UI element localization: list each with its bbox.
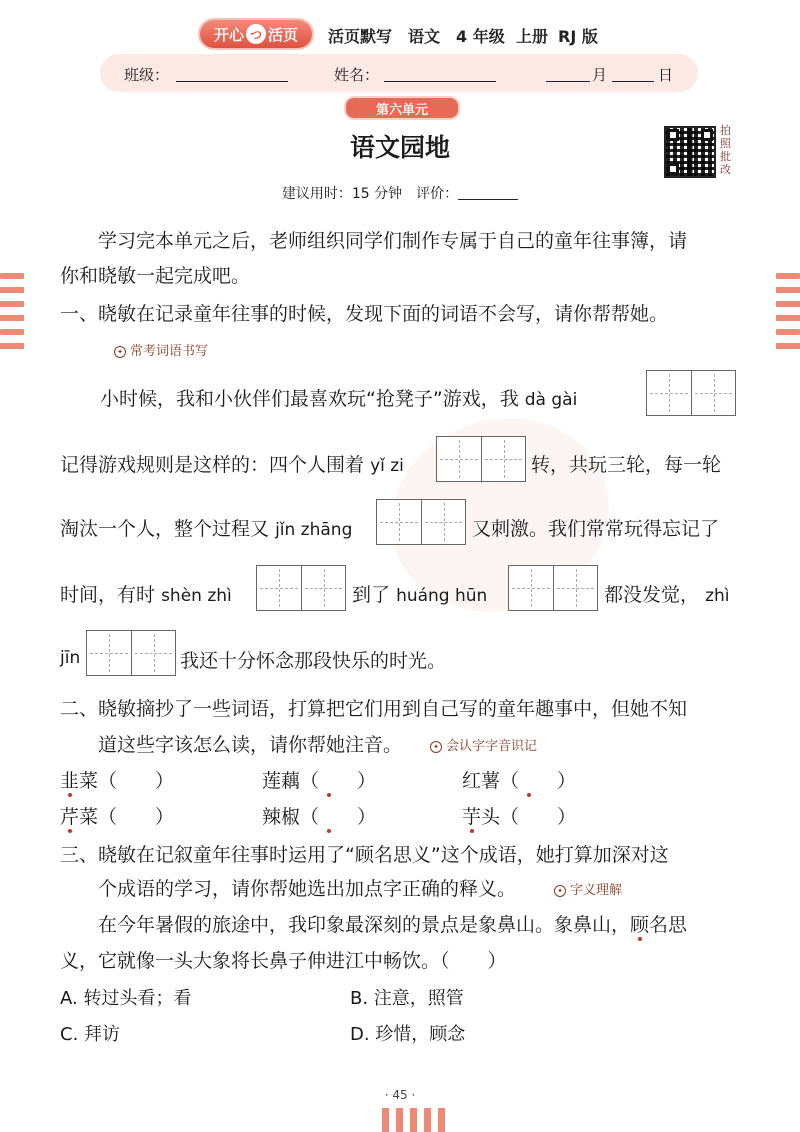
question-3-heading-2: 个成语的学习，请你帮她选出加点字正确的释义。 [98, 878, 517, 900]
question-3-heading-1: 三、晓敏在记叙童年往事时运用了“顾名思义”这个成语，她打算加深对这 [60, 844, 669, 866]
q1-line-3: 淘汰一个人，整个过程又 jǐn zhāng [60, 518, 353, 540]
q3-passage-2: 义，它就像一头大象将长鼻子伸进江中畅饮。（ ） [60, 950, 507, 972]
q1-line-3-end: 又刺激。我们常常玩得忘记了 [472, 518, 720, 540]
q1-line-4: 时间，有时 shèn zhì [60, 584, 232, 606]
page-title: 语文园地 [349, 133, 450, 162]
term: 上册 [516, 27, 549, 46]
question-1-heading: 一、晓敏在记录童年往事的时候，发现下面的词语不会写，请你帮帮她。 [60, 303, 669, 325]
evaluation-field[interactable] [458, 199, 518, 200]
class-field[interactable] [176, 81, 288, 82]
month-field[interactable] [546, 81, 590, 82]
brand-swirl-icon: つ [246, 24, 266, 44]
month-label: 月 [592, 66, 608, 84]
page-number: · 45 · [384, 1088, 416, 1102]
series-name: 活页默写 [328, 27, 393, 46]
pinyin-jin-zhang: jǐn zhāng [275, 520, 353, 540]
q3-passage-1: 在今年暑假的旅途中，我印象最深刻的景点是象鼻山。象鼻山，顾名思 [98, 914, 688, 936]
word-la-jiao[interactable]: 辣椒（ ） [262, 806, 377, 828]
option-b[interactable]: B. 注意，照管 [350, 988, 464, 1009]
pinyin-jin: jīn [60, 648, 81, 668]
option-d[interactable]: D. 珍惜，顾念 [350, 1024, 466, 1045]
word-hong-shu[interactable]: 红薯（ ） [462, 770, 577, 792]
word-jiu-cai[interactable]: 韭菜（ ） [60, 770, 175, 792]
day-field[interactable] [612, 81, 654, 82]
writing-grid-zhi-jin[interactable] [86, 630, 176, 676]
left-decoration [0, 273, 24, 357]
q1-line-2-end: 转，共玩三轮，每一轮 [531, 454, 722, 476]
right-decoration [776, 273, 800, 357]
subject: 语文 [408, 27, 441, 46]
q1-line-1: 小时候，我和小伙伴们最喜欢玩“抢凳子”游戏，我 dà gài [100, 388, 578, 410]
word-qin-cai[interactable]: 芹菜（ ） [60, 806, 175, 828]
qr-code-icon[interactable] [664, 126, 716, 178]
writing-grid-shen-zhi[interactable] [256, 565, 346, 611]
question-2-tag: ✦ 会认字字音识记 [430, 735, 537, 754]
question-1-tag: ✦ 常考词语书写 [114, 340, 208, 359]
pinyin-huang-hun: huáng hūn [396, 586, 488, 606]
star-icon: ✦ [430, 741, 442, 753]
qr-caption: 拍照批改 [720, 124, 731, 176]
intro-line-2: 你和晓敏一起完成吧。 [60, 265, 251, 287]
question-2-heading-2: 道这些字该怎么读，请你帮她注音。 [98, 734, 403, 756]
star-icon: ✦ [554, 885, 566, 897]
pinyin-da-gai: dà gài [524, 390, 578, 410]
question-3-tag: ✦ 字义理解 [554, 879, 622, 898]
q1-line-4-mid: 到了 huáng hūn [352, 584, 488, 606]
class-label: 班级： [124, 66, 170, 84]
q1-line-5-end: 我还十分怀念那段快乐的时光。 [180, 650, 447, 672]
brand-logo: 开心 つ 活页 [200, 20, 312, 48]
writing-grid-jin-zhang[interactable] [376, 499, 466, 545]
word-yu-tou[interactable]: 芋头（ ） [462, 806, 577, 828]
writing-grid-da-gai[interactable] [646, 370, 736, 416]
name-field[interactable] [384, 81, 496, 82]
footer-decoration [382, 1108, 445, 1132]
pinyin-yi-zi: yǐ zi [370, 456, 404, 476]
unit-badge: 第六单元 [344, 96, 460, 120]
name-label: 姓名： [334, 66, 380, 84]
star-icon: ✦ [114, 346, 126, 358]
writing-grid-yi-zi[interactable] [436, 436, 526, 482]
edition: RJ 版 [558, 27, 598, 46]
word-lian-ou[interactable]: 莲藕（ ） [262, 770, 377, 792]
option-c[interactable]: C. 拜访 [60, 1024, 121, 1045]
option-a[interactable]: A. 转过头看；看 [60, 988, 192, 1009]
suggested-time: 建议用时：15 分钟 评价： [0, 183, 800, 203]
question-2-heading-1: 二、晓敏摘抄了一些词语，打算把它们用到自己写的童年趣事中，但她不知 [60, 698, 688, 720]
q1-line-4-end: 都没发觉， zhì [604, 584, 730, 606]
pinyin-shen-zhi: shèn zhì [161, 586, 232, 606]
pinyin-zhi: zhì [705, 586, 730, 606]
student-info-bar [100, 54, 698, 92]
q1-line-5 [60, 646, 80, 668]
q1-line-2: 记得游戏规则是这样的：四个人围着 yǐ zi [60, 454, 404, 476]
day-label: 日 [658, 66, 674, 84]
intro-line-1: 学习完本单元之后，老师组织同学们制作专属于自己的童年往事簿，请 [98, 230, 688, 252]
writing-grid-huang-hun[interactable] [508, 565, 598, 611]
grade: 4 年级 [456, 27, 505, 46]
